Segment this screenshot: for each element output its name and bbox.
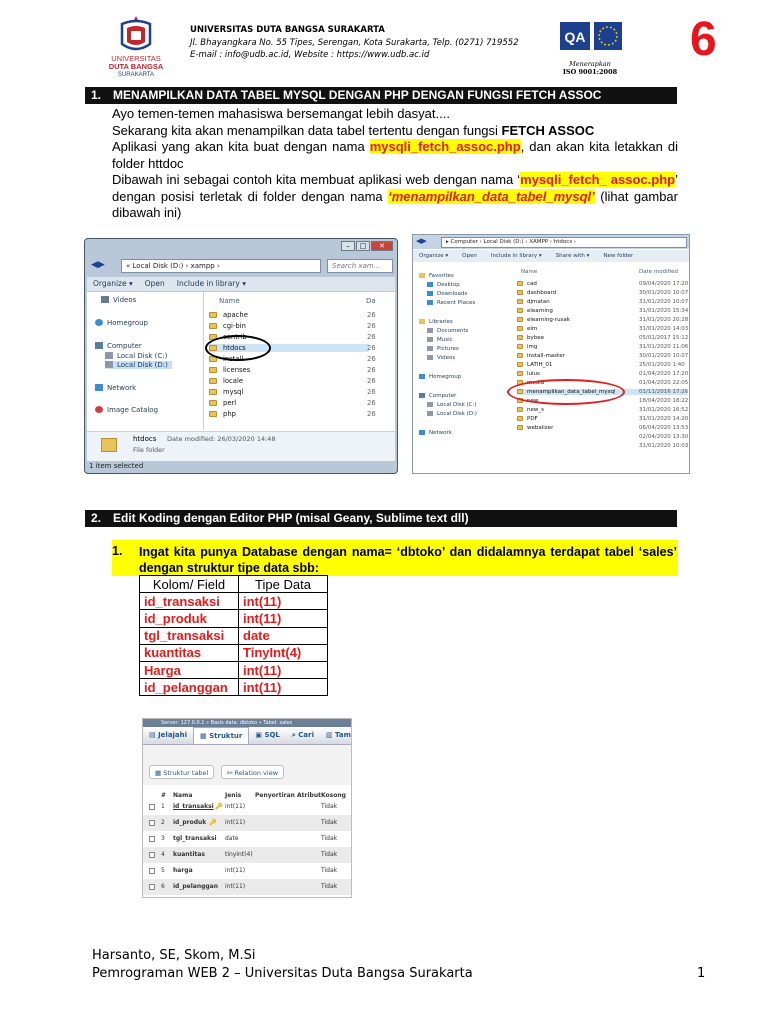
date-cell: 31/01/2020 15:34: [639, 308, 689, 314]
subtab-table-structure[interactable]: ▦ Struktur tabel: [149, 765, 214, 779]
column-type: int(11): [225, 883, 246, 890]
file-row[interactable]: install-master: [517, 353, 565, 359]
file-row[interactable]: licenses: [209, 366, 250, 374]
university-logo: [96, 12, 176, 78]
toolbar-open[interactable]: Open: [144, 279, 165, 288]
date-cell: 26: [367, 311, 376, 319]
column-name: id_pelanggan: [173, 883, 219, 890]
index-key-icon: 🔑: [209, 819, 217, 826]
table-row: [140, 627, 328, 644]
nav-videos[interactable]: Videos: [427, 355, 455, 361]
explorer-window-xampp: [84, 238, 398, 474]
nav-local-disk-d[interactable]: Local Disk (D:): [427, 411, 477, 417]
p3-text-end: , dan akan kita letakkan di folder httdoc: [112, 139, 678, 171]
nav-local-disk-d[interactable]: Local Disk (D:): [105, 361, 172, 369]
file-row[interactable]: dashboard: [517, 290, 556, 296]
nav-local-disk-c[interactable]: Local Disk (C:): [105, 352, 167, 360]
date-cell: 01/11/2016 17:26: [639, 389, 689, 395]
htdocs-highlight-circle: [205, 335, 271, 361]
date-cell: 26: [367, 366, 376, 374]
row-number: 5: [161, 867, 165, 874]
file-row[interactable]: contrib: [209, 333, 247, 341]
date-cell: 25/01/2020 1:40: [639, 362, 685, 368]
window-controls: [341, 241, 393, 251]
file-row[interactable]: webalizer: [517, 425, 553, 431]
date-cell: 31/01/2020 20:28: [639, 317, 689, 323]
p4-folder-highlight: ‘menampilkan_data_tabel_mysql’: [388, 188, 595, 204]
pma-breadcrumb: Server: 127.0.0.1 » Basis data: dbtoko » Tabel: sales: [143, 719, 352, 727]
back-forward-icon[interactable]: ◀▶: [91, 260, 105, 270]
file-row-selected[interactable]: htdocs: [209, 344, 369, 352]
table-row: [140, 593, 328, 610]
close-button[interactable]: ✕: [371, 241, 393, 251]
table-row: [143, 847, 352, 863]
file-row-selected[interactable]: menampilkan_data_tabel_mysql: [517, 389, 687, 395]
column-null: Tidak: [321, 867, 338, 874]
header-type: Tipe Data: [239, 576, 328, 593]
date-cell: 06/04/2020 13:53: [639, 425, 689, 431]
field-cell: id_transaksi: [140, 593, 239, 610]
file-row[interactable]: install: [209, 355, 243, 363]
nav-videos[interactable]: Videos: [101, 296, 136, 304]
footer-course: Pemrograman WEB 2 – Universitas Duta Bangsa Surakarta: [92, 966, 473, 981]
table-header-row: [140, 576, 328, 593]
toolbar-organize[interactable]: Organize ▾: [93, 279, 133, 288]
cert-line1: Menerapkan: [569, 60, 611, 68]
field-cell: tgl_transaksi: [140, 627, 239, 644]
toolbar-new-folder[interactable]: New folder: [603, 253, 634, 259]
folder-icon: [101, 438, 117, 452]
head-attributes: Atribut: [297, 792, 321, 799]
nav-downloads[interactable]: Downloads: [427, 291, 467, 297]
file-list: [209, 311, 393, 429]
head-null: Kosong: [321, 792, 346, 799]
row-checkbox[interactable]: [149, 884, 155, 890]
pma-tab-bar: [143, 727, 352, 745]
row-checkbox[interactable]: [149, 852, 155, 858]
details-pane: [87, 431, 395, 461]
field-structure-table: [139, 575, 328, 696]
column-type: int(11): [225, 803, 246, 810]
table-row: [143, 815, 352, 831]
date-cell: 31/01/2020 10:07: [639, 299, 689, 305]
file-row[interactable]: LATIH_01: [517, 362, 552, 368]
header-field: Kolom/ Field: [140, 576, 239, 593]
tab-insert[interactable]: ▥ Tam: [325, 731, 351, 739]
column-name-header[interactable]: Name: [521, 269, 538, 275]
row-number: 3: [161, 835, 165, 842]
table-row: [140, 610, 328, 627]
file-row[interactable]: bybee: [517, 335, 544, 341]
detail-type: File folder: [133, 446, 165, 454]
column-name: harga: [173, 867, 193, 874]
nav-local-disk-c[interactable]: Local Disk (C:): [427, 402, 477, 408]
p1-text: Ayo temen-temen mahasiswa bersemangat lebih dasyat....: [112, 106, 450, 121]
field-cell: id_produk: [140, 610, 239, 627]
university-info: [190, 24, 519, 62]
date-cell: 26: [367, 388, 376, 396]
column-name: kuantitas: [173, 851, 205, 858]
p4-filename-highlight: mysqli_fetch_ assoc.php: [520, 172, 676, 187]
nav-recent-places[interactable]: Recent Places: [427, 300, 475, 306]
date-cell: 26: [367, 322, 376, 330]
footer-page: 1: [697, 966, 706, 981]
phpmyadmin-structure-screenshot: [142, 718, 352, 898]
type-cell: TinyInt(4): [239, 644, 328, 661]
university-name: UNIVERSITAS DUTA BANGSA SURAKARTA: [190, 25, 385, 35]
date-cell: 31/01/2020 16:52: [639, 407, 689, 413]
page-number-badge: 6: [690, 13, 717, 66]
date-cell: 18/04/2020 18:22: [639, 398, 689, 404]
file-row[interactable]: mysql: [209, 388, 243, 396]
type-cell: int(11): [239, 679, 328, 696]
column-type: date: [225, 835, 239, 842]
section1-paragraph-3: [112, 139, 678, 172]
file-row[interactable]: locale: [209, 377, 243, 385]
nav-computer[interactable]: Computer: [419, 393, 456, 399]
file-row[interactable]: elearning-rusak: [517, 317, 570, 323]
column-date-header[interactable]: Date modified: [639, 269, 678, 275]
row-checkbox[interactable]: [149, 868, 155, 874]
column-name: id_transaksi: [173, 803, 214, 810]
table-row: [143, 831, 352, 847]
back-forward-icon[interactable]: ◀▶: [416, 237, 427, 245]
column-null: Tidak: [321, 819, 338, 826]
field-cell: kuantitas: [140, 644, 239, 661]
p2-text: Sekarang kita akan menampilkan data tabel tertentu dengan fungsi: [112, 123, 502, 138]
section1-paragraph-4: [112, 172, 678, 222]
column-null: Tidak: [321, 883, 338, 890]
certification-text: [560, 60, 620, 76]
file-row[interactable]: PDF: [517, 416, 538, 422]
date-cell: 31/01/2020 14:20: [639, 416, 689, 422]
section2-header: [85, 510, 677, 527]
field-cell: Harga: [140, 661, 239, 678]
type-cell: int(11): [239, 661, 328, 678]
toolbar-share-with[interactable]: Share with ▾: [555, 253, 590, 259]
date-cell: 09/04/2020 17:20: [639, 281, 689, 287]
file-row[interactable]: img: [517, 344, 537, 350]
tab-browse[interactable]: ▤ Jelajahi: [149, 731, 188, 739]
type-cell: int(11): [239, 610, 328, 627]
row-checkbox[interactable]: [149, 820, 155, 826]
p4-text-mid: ’ dengan posisi terletak di folder dengan nama: [112, 172, 678, 204]
nav-image-catalog[interactable]: Image Catalog: [95, 406, 158, 414]
section1-title: MENAMPILKAN DATA TABEL MYSQL DENGAN PHP DENGAN FUNGSI FETCH ASSOC: [113, 88, 602, 102]
column-name: id_produk: [173, 819, 207, 826]
nav-network[interactable]: Network: [419, 430, 452, 436]
nav-pictures[interactable]: Pictures: [427, 346, 459, 352]
nav-documents[interactable]: Documents: [427, 328, 468, 334]
file-row[interactable]: elearning: [517, 308, 553, 314]
section1-paragraph-1: [112, 106, 678, 123]
target-folder-highlight-circle: [507, 379, 625, 405]
logo-text-2: DUTA BANGSA: [108, 62, 164, 71]
column-null: Tidak: [321, 851, 338, 858]
date-cell: 31/01/2020 10:03: [639, 443, 689, 449]
search-input[interactable]: Search xam...: [327, 259, 393, 273]
column-null: Tidak: [321, 803, 338, 810]
tab-structure[interactable]: ▦ Struktur: [193, 727, 249, 744]
date-cell: 26: [367, 344, 376, 352]
column-date-header[interactable]: Da: [366, 297, 376, 305]
address-bar[interactable]: ▸ Computer › Local Disk (D:) › XAMPP › htdocs ›: [441, 237, 687, 248]
date-cell: 02/04/2020 13:30: [639, 434, 689, 440]
type-cell: date: [239, 627, 328, 644]
minimize-button[interactable]: –: [341, 241, 355, 251]
row-number: 2: [161, 819, 165, 826]
file-row[interactable]: apache: [209, 311, 248, 319]
table-row: [140, 644, 328, 661]
university-contact: E-mail : info@udb.ac.id, Website : https://www.udb.ac.id: [190, 50, 430, 60]
svg-text:QA: QA: [564, 29, 586, 45]
nav-desktop[interactable]: Desktop: [427, 282, 460, 288]
p4-text: Dibawah ini sebagai contoh kita membuat aplikasi web dengan nama ‘: [112, 172, 521, 187]
column-null: Tidak: [321, 835, 338, 842]
toolbar-open[interactable]: Open: [462, 253, 477, 259]
head-collation: Penyortiran: [255, 792, 295, 799]
date-cell: 30/01/2020 10:07: [639, 353, 689, 359]
date-cell: 01/04/2020 17:20: [639, 371, 689, 377]
date-cell: 31/01/2020 11:06: [639, 344, 689, 350]
detail-meta: Date modified: 26/03/2020 14:48: [167, 435, 276, 443]
nav-homegroup[interactable]: Homegroup: [95, 319, 148, 327]
p3-text: Aplikasi yang akan kita buat dengan nama: [112, 139, 370, 154]
pma-subnav: [143, 745, 352, 785]
column-type: tinyint(4): [225, 851, 253, 858]
date-cell: 26: [367, 399, 376, 407]
table-row: [140, 661, 328, 678]
nav-favorites[interactable]: Favorites: [419, 273, 454, 279]
logo-text-3: SURAKARTA: [117, 72, 155, 78]
row-checkbox[interactable]: [149, 836, 155, 842]
tab-search[interactable]: ⌕ Cari: [291, 731, 314, 739]
logo-text-1: UNIVERSITAS: [111, 54, 161, 63]
table-row: [143, 799, 352, 815]
nav-music[interactable]: Music: [427, 337, 453, 343]
cert-line2: ISO 9001:2008: [562, 68, 618, 76]
file-row[interactable]: djmatan: [517, 299, 550, 305]
date-cell: 30/01/2020 10:07: [639, 290, 689, 296]
date-cell: 26: [367, 410, 376, 418]
toolbar-include-library[interactable]: Include in library ▾: [176, 279, 246, 288]
detail-name: htdocs: [133, 435, 157, 443]
address-bar[interactable]: « Local Disk (D:) › xampp ›: [121, 259, 321, 273]
type-cell: int(11): [239, 593, 328, 610]
p4-text-end: (lihat gambar dibawah ini): [112, 188, 678, 220]
head-type: Jenis: [225, 792, 242, 799]
toolbar-include-library[interactable]: Include in library ▾: [490, 253, 542, 259]
date-cell: 26: [367, 355, 376, 363]
table-row: [140, 679, 328, 696]
section1-number: 1.: [91, 88, 102, 102]
item-number: 1.: [112, 544, 123, 558]
row-number: 4: [161, 851, 165, 858]
date-cell: 01/04/2020 22:05: [639, 380, 689, 386]
column-type: int(11): [225, 819, 246, 826]
status-bar: 1 item selected: [89, 462, 144, 470]
university-address: Jl. Bhayangkara No. 55 Tipes, Serengan, Kota Surakarta, Telp. (0271) 719552: [190, 37, 519, 48]
column-name: tgl_transaksi: [173, 835, 217, 842]
p3-filename-highlight: mysqli_fetch_assoc.php: [369, 139, 521, 154]
file-row[interactable]: media: [517, 380, 544, 386]
footer-author: Harsanto, SE, Skom, M.Si: [92, 948, 256, 963]
database-note-text: Ingat kita punya Database dengan nama= ‘dbtoko’ dan didalamnya terdapat tabel ‘sales’ dengan struktur tipe data sbb:: [139, 545, 677, 575]
section2-number: 2.: [91, 511, 102, 525]
column-type: int(11): [225, 867, 246, 874]
explorer-window-htdocs: [412, 234, 690, 474]
file-row[interactable]: cad: [517, 281, 537, 287]
file-row[interactable]: elm: [517, 326, 537, 332]
date-column: [639, 281, 689, 473]
p2-bold: FETCH ASSOC: [501, 123, 595, 138]
date-cell: 26: [367, 333, 376, 341]
date-cell: 05/01/2017 15:12: [639, 335, 689, 341]
section1-paragraph-2: [112, 123, 678, 140]
table-row: [143, 863, 352, 879]
head-number: #: [161, 792, 167, 799]
table-row: [143, 879, 352, 895]
head-name: Nama: [173, 792, 193, 799]
navigation-pane: [91, 294, 201, 444]
nav-computer[interactable]: Computer: [95, 342, 142, 350]
date-cell: 26: [367, 377, 376, 385]
toolbar-organize[interactable]: Organize ▾: [419, 253, 449, 259]
row-number: 1: [161, 803, 165, 810]
maximize-button[interactable]: □: [356, 241, 370, 251]
nav-network[interactable]: Network: [95, 384, 136, 392]
file-row[interactable]: new_s: [517, 407, 544, 413]
column-name-header[interactable]: Name: [219, 297, 240, 305]
row-number: 6: [161, 883, 165, 890]
row-checkbox[interactable]: [149, 804, 155, 810]
file-row[interactable]: new: [517, 398, 538, 404]
field-cell: id_pelanggan: [140, 679, 239, 696]
section2-title: Edit Koding dengan Editor PHP (misal Geany, Sublime text dll): [113, 511, 469, 525]
section1-header: [85, 87, 677, 104]
nav-libraries[interactable]: Libraries: [419, 319, 453, 325]
subtab-relation-view[interactable]: ⚯ Relation view: [221, 765, 284, 779]
file-row[interactable]: cgi-bin: [209, 322, 246, 330]
file-row[interactable]: perl: [209, 399, 236, 407]
file-row[interactable]: php: [209, 410, 236, 418]
primary-key-icon: 🔑: [215, 803, 223, 810]
nav-homegroup[interactable]: Homegroup: [419, 374, 461, 380]
file-row[interactable]: lulus: [517, 371, 540, 377]
tab-sql[interactable]: ▣ SQL: [255, 731, 280, 739]
date-cell: 31/01/2020 14:03: [639, 326, 689, 332]
